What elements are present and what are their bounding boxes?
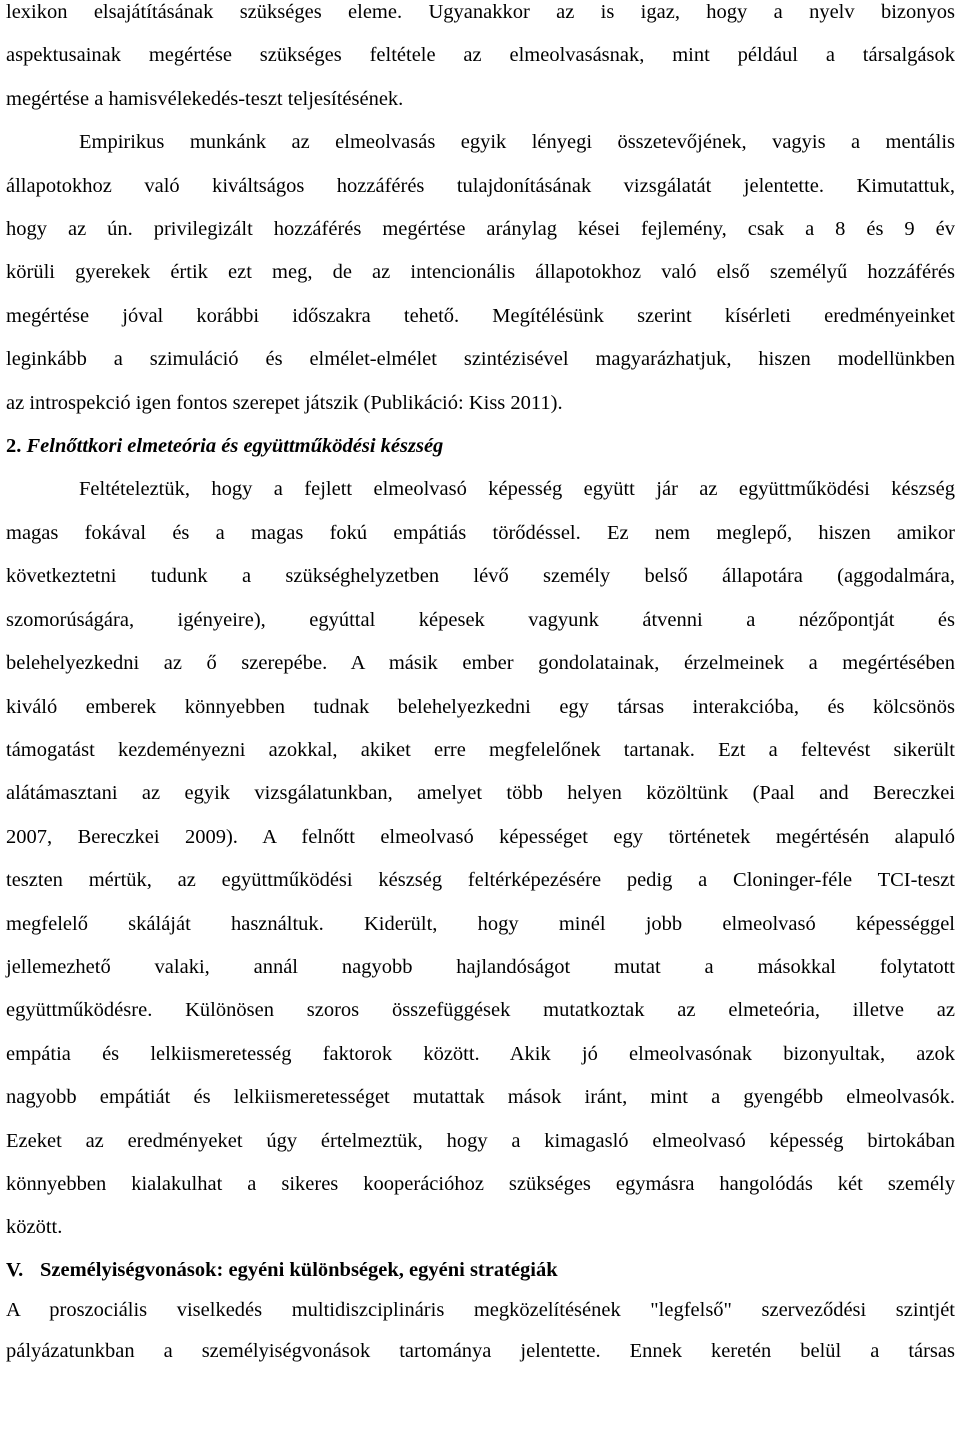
section-title: Felnőttkori elmeteória és együttműködési készség — [26, 435, 444, 458]
text-line: aspektusainak megértése szükséges feltétele az elmeolvasásnak, mint például a társalgások — [6, 44, 955, 67]
text-line: hogy az ún. privilegizált hozzáférés megértése aránylag kései fejlemény, csak a 8 és 9 év — [6, 218, 955, 241]
text-line: magas fokával és a magas fokú empátiás törődéssel. Ez nem meglepő, hiszen amikor — [6, 521, 955, 544]
section-number: V. — [6, 1258, 24, 1281]
text-line: Empirikus munkánk az elmeolvasás egyik lényegi összetevőjének, vagyis a mentális — [79, 131, 955, 154]
text-line: leginkább a szimuláció és elmélet-elmélet szintézisével magyarázhatjuk, hiszen modellünkben — [6, 348, 955, 371]
text-line: nagyobb empátiát és lelkiismeretességet mutattak mások iránt, mint a gyengébb elmeolvasók. — [6, 1086, 955, 1109]
text-line: megértése jóval korábbi időszakra tehető. Megítélésünk szerint kísérleti eredményeinket — [6, 304, 955, 327]
text-line: kiváló emberek könnyebben tudnak belehelyezkedni egy társas interakcióba, és kölcsönös — [6, 695, 955, 718]
text-line: együttműködésre. Különösen szoros összefüggések mutatkoztak az elmeteória, illetve az — [6, 999, 955, 1022]
text-line: az introspekció igen fontos szerepet játszik (Publikáció: Kiss 2011). — [6, 391, 563, 414]
text-line: 2007, Bereczkei 2009). A felnőtt elmeolvasó képességet egy történetek megértésén alapuló — [6, 825, 955, 848]
section-number: 2. — [6, 435, 22, 458]
document-page — [6, 0, 955, 1372]
section-heading-V — [6, 1250, 955, 1290]
text-line: alátámasztani az egyik vizsgálatunkban, amelyet több helyen közöltünk (Paal and Bereczkei — [6, 782, 955, 805]
text-line: támogatást kezdeményezni azokkal, akiket erre megfelelőnek tartanak. Ezt a feltevést sikerült — [6, 738, 955, 761]
paragraph-empirical-work — [6, 121, 955, 425]
text-line: Ezeket az eredményeket úgy értelmeztük, hogy a kimagasló elmeolvasó képesség birtokában — [6, 1129, 955, 1152]
text-line: Feltételeztük, hogy a fejlett elmeolvasó képesség együtt jár az együttműködési készség — [79, 478, 955, 501]
text-line: körüli gyerekek értik ezt meg, de az intencionális állapotokhoz való első személyű hozzáférés — [6, 261, 955, 284]
paragraph-prosocial-behavior — [6, 1290, 955, 1372]
text-line: között. — [6, 1216, 63, 1239]
paragraph-lexicon — [6, 0, 955, 121]
text-line: A proszociális viselkedés multidiszciplináris megközelítésének "legfelső" szerveződési szintjét — [6, 1298, 955, 1321]
text-line: belehelyezkedni az ő szerepébe. A másik ember gondolatainak, érzelmeinek a megértésében — [6, 652, 955, 675]
section-heading-2 — [6, 425, 955, 468]
text-line: megértése a hamisvélekedés-teszt teljesítésének. — [6, 87, 404, 110]
text-line: állapotokhoz való kiváltságos hozzáférés tulajdonításának vizsgálatát jelentette. Kimutattuk, — [6, 174, 955, 197]
text-line: empátia és lelkiismeretesség faktorok között. Akik jó elmeolvasónak bizonyultak, azok — [6, 1042, 955, 1065]
section-title: Személyiségvonások: egyéni különbségek, egyéni stratégiák — [40, 1258, 558, 1281]
text-line: megfelelő skáláját használtuk. Kiderült, hogy minél jobb elmeolvasó képességgel — [6, 912, 955, 935]
paragraph-adult-theory-of-mind — [6, 468, 955, 1249]
text-line: szomorúságára, igényeire), egyúttal képesek vagyunk átvenni a nézőpontját és — [6, 608, 955, 631]
text-line: könnyebben kialakulhat a sikeres kooperációhoz szükséges egymásra hangolódás két személy — [6, 1172, 955, 1195]
text-line: következtetni tudunk a szükséghelyzetben lévő személy belső állapotára (aggodalmára, — [6, 565, 955, 588]
text-line: jellemezhető valaki, annál nagyobb hajlandóságot mutat a másokkal folytatott — [6, 955, 955, 978]
text-line: pályázatunkban a személyiségvonások tartománya jelentette. Ennek keretén belül a társas — [6, 1339, 955, 1362]
text-line: teszten mértük, az együttműködési készség feltérképezésére pedig a Cloninger-féle TCI-teszt — [6, 869, 955, 892]
text-line: lexikon elsajátításának szükséges eleme. Ugyanakkor az is igaz, hogy a nyelv bizonyos — [6, 1, 955, 23]
